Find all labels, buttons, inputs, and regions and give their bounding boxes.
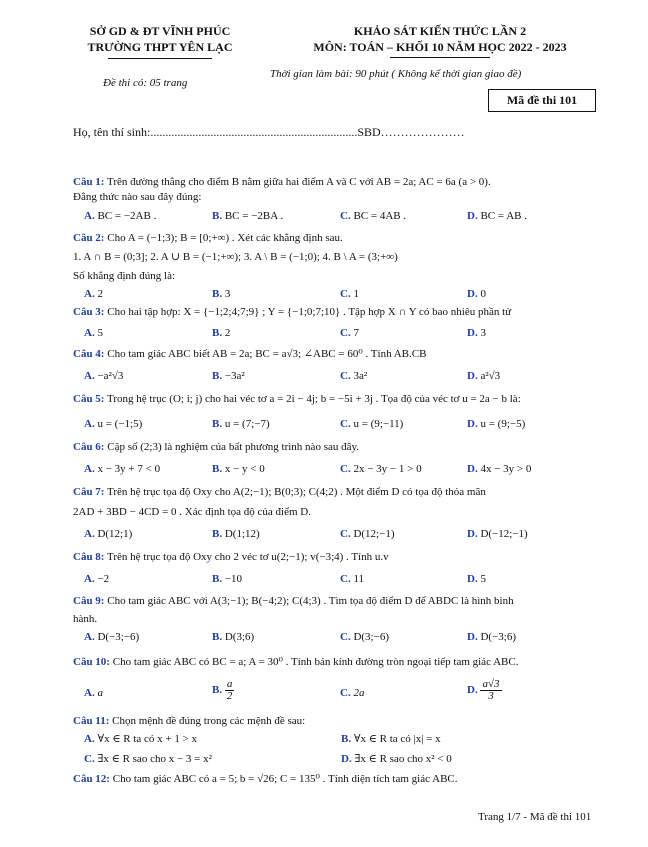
question-7-line2: 2AD + 3BD − 4CD = 0 . Xác định tọa độ của điểm D. bbox=[73, 506, 311, 518]
time-note: Thời gian làm bài: 90 phút ( Không kể thời gian giao đề) bbox=[270, 68, 522, 80]
question-9-line2: hành. bbox=[73, 613, 98, 625]
answer-option[interactable]: B. ∀x ∈ R ta có |x| = x bbox=[341, 733, 441, 745]
answer-option[interactable]: B. 2 bbox=[212, 327, 231, 339]
page-footer: Trang 1/7 - Mã đề thi 101 bbox=[478, 811, 592, 823]
answer-option[interactable]: D. 0 bbox=[467, 288, 486, 300]
fraction: $\frac{a}{2}$ bbox=[226, 678, 233, 702]
exam-code-box: Mã đề thi 101 bbox=[488, 89, 596, 112]
answer-option[interactable]: D. $\frac{a√3}{3}$ bbox=[467, 678, 500, 702]
answer-option[interactable]: C. u = (9;−11) bbox=[340, 418, 404, 430]
answer-option[interactable]: A. −2 bbox=[84, 573, 110, 585]
answer-option[interactable]: C. 1 bbox=[340, 288, 359, 300]
answer-option[interactable]: D. D(−12;−1) bbox=[467, 528, 528, 540]
answer-option[interactable]: B. 3 bbox=[212, 288, 231, 300]
question-2-line3: Số khẳng định đúng là: bbox=[73, 270, 176, 282]
answer-option[interactable]: D. ∃x ∈ R sao cho x² < 0 bbox=[341, 753, 452, 765]
school-dept: SỞ GD & ĐT VĨNH PHÚC bbox=[89, 24, 231, 38]
answer-option[interactable]: D. 3 bbox=[467, 327, 486, 339]
question-label: Câu 1: bbox=[73, 176, 105, 188]
answer-option[interactable]: C. 2x − 3y − 1 > 0 bbox=[340, 463, 422, 475]
answer-option[interactable]: D. D(−3;6) bbox=[467, 631, 516, 643]
student-info-line[interactable]: Họ, tên thí sinh:.....................................................................SBD………………… bbox=[73, 125, 465, 139]
answer-option[interactable]: B. $\frac{a}{2}$ bbox=[212, 678, 233, 702]
answer-option[interactable]: D. u = (9;−5) bbox=[467, 418, 526, 430]
pages-note: Đề thi có: 05 trang bbox=[103, 77, 188, 89]
answer-option[interactable]: B. −10 bbox=[212, 573, 243, 585]
answer-option[interactable]: A. x − 3y + 7 < 0 bbox=[84, 463, 161, 475]
answer-option[interactable]: A. 2 bbox=[84, 288, 103, 300]
answer-option[interactable]: C. 3a² bbox=[340, 370, 368, 382]
fraction: $\frac{a√3}{3}$ bbox=[482, 678, 500, 702]
question-5: Câu 5: Trong hệ trục (O; i; j) cho hai véc tơ a = 2i − 4j; b = −5i + 3j . Tọa độ của véc tơ u = 2a − b là: bbox=[73, 393, 521, 405]
divider bbox=[390, 57, 490, 58]
question-11: Câu 11: Chọn mệnh đề đúng trong các mệnh đề sau: bbox=[73, 715, 306, 727]
answer-option[interactable]: A. D(12;1) bbox=[84, 528, 133, 540]
answer-option[interactable]: C. 11 bbox=[340, 573, 365, 585]
question-3: Câu 3: Cho hai tập hợp: X = {−1;2;4;7;9} ; Y = {−1;0;7;10} . Tập hợp X ∩ Y có bao nhiêu phần tử bbox=[73, 306, 512, 318]
question-4: Câu 4: Cho tam giác ABC biết AB = 2a; BC = a√3; ∠ABC = 60⁰ . Tính AB.CB bbox=[73, 348, 427, 360]
question-8: Câu 8: Trên hệ trục tọa độ Oxy cho 2 véc tơ u(2;−1); v(−3;4) . Tính u.v bbox=[73, 551, 389, 563]
answer-option[interactable]: D. 4x − 3y > 0 bbox=[467, 463, 532, 475]
answer-option[interactable]: D. BC = AB . bbox=[467, 210, 528, 222]
answer-option[interactable]: D. a²√3 bbox=[467, 370, 501, 382]
question-9: Câu 9: Cho tam giác ABC với A(3;−1); B(−4;2); C(4;3) . Tìm tọa độ điểm D để ABDC là hình bình bbox=[73, 595, 514, 607]
answer-option[interactable]: C. D(3;−6) bbox=[340, 631, 389, 643]
question-1 bbox=[73, 176, 491, 189]
answer-option[interactable]: A. a bbox=[84, 687, 103, 699]
answer-option[interactable]: B. D(3;6) bbox=[212, 631, 255, 643]
answer-option[interactable]: C. D(12;−1) bbox=[340, 528, 395, 540]
answer-option[interactable]: C. 7 bbox=[340, 327, 359, 339]
question-7: Câu 7: Trên hệ trục tọa độ Oxy cho A(2;−1); B(0;3); C(4;2) . Một điểm D có tọa độ thỏa mãn bbox=[73, 486, 486, 498]
question-2-line2: 1. A ∩ B = (0;3]; 2. A ∪ B = (−1;+∞); 3. A \ B = (−1;0); 4. B \ A = (3;+∞) bbox=[73, 251, 398, 263]
answer-option[interactable]: B. BC = −2BA . bbox=[212, 210, 284, 222]
question-text: Trên đường thẳng cho điểm B nằm giữa hai điểm A và C với AB = 2a; AC = 6a (a > 0). bbox=[107, 176, 491, 188]
question-2: Câu 2: Cho A = (−1;3); B = [0;+∞) . Xét các khẳng định sau. bbox=[73, 232, 343, 244]
answer-option[interactable]: B. x − y < 0 bbox=[212, 463, 265, 475]
answer-option[interactable]: C. 2a bbox=[340, 687, 365, 699]
answer-option[interactable]: D. 5 bbox=[467, 573, 486, 585]
answer-option[interactable]: A. D(−3;−6) bbox=[84, 631, 140, 643]
question-1-line2: Đẳng thức nào sau đây đúng: bbox=[73, 191, 202, 203]
question-6: Câu 6: Cặp số (2;3) là nghiệm của bất phương trình nào sau đây. bbox=[73, 441, 360, 453]
answer-option[interactable]: A. −a²√3 bbox=[84, 370, 124, 382]
exam-subject: MÔN: TOÁN – KHỐI 10 NĂM HỌC 2022 - 2023 bbox=[313, 40, 567, 54]
question-12: Câu 12: Cho tam giác ABC có a = 5; b = √26; C = 135⁰ . Tính diện tích tam giác ABC. bbox=[73, 773, 458, 785]
school-name: TRƯỜNG THPT YÊN LẠC bbox=[87, 40, 233, 54]
answer-option[interactable]: B. u = (7;−7) bbox=[212, 418, 270, 430]
answer-option[interactable]: C. ∃x ∈ R sao cho x − 3 = x² bbox=[84, 753, 212, 765]
answer-option[interactable]: A. BC = −2AB . bbox=[84, 210, 157, 222]
question-10: Câu 10: Cho tam giác ABC có BC = a; A = 30⁰ . Tính bán kính đường tròn ngoại tiếp tam giác ABC. bbox=[73, 656, 519, 668]
answer-option[interactable]: B. D(1;12) bbox=[212, 528, 260, 540]
exam-title: KHẢO SÁT KIẾN THỨC LẦN 2 bbox=[353, 24, 527, 38]
answer-option[interactable]: A. u = (−1;5) bbox=[84, 418, 143, 430]
answer-option[interactable]: C. BC = 4AB . bbox=[340, 210, 407, 222]
answer-option[interactable]: A. ∀x ∈ R ta có x + 1 > x bbox=[84, 733, 198, 745]
divider bbox=[108, 58, 212, 59]
answer-option[interactable]: B. −3a² bbox=[212, 370, 245, 382]
answer-option[interactable]: A. 5 bbox=[84, 327, 103, 339]
